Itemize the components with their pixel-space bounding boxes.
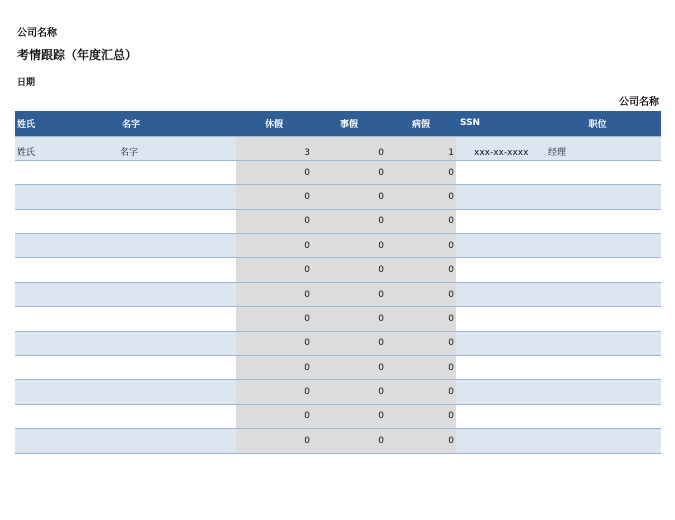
cell-personal-leave[interactable]: 0 — [312, 209, 386, 233]
cell-last-name[interactable] — [15, 234, 120, 258]
cell-first-name[interactable] — [120, 380, 236, 404]
page-title: 考情跟踪（年度汇总） — [17, 48, 138, 62]
table-row — [15, 282, 661, 306]
table-row — [15, 331, 661, 355]
cell-ssn[interactable] — [456, 307, 534, 331]
table-row — [15, 185, 661, 209]
cell-last-name[interactable] — [15, 331, 120, 355]
cell-first-name[interactable] — [120, 258, 236, 282]
cell-title[interactable] — [534, 185, 661, 209]
cell-title[interactable] — [534, 307, 661, 331]
cell-title[interactable]: 经理 — [534, 136, 661, 160]
cell-first-name[interactable] — [120, 429, 236, 453]
cell-first-name[interactable] — [120, 331, 236, 355]
cell-sick-leave[interactable]: 0 — [386, 160, 456, 184]
cell-first-name[interactable] — [120, 404, 236, 428]
cell-personal-leave[interactable]: 0 — [312, 258, 386, 282]
cell-sick-leave[interactable]: 0 — [386, 356, 456, 380]
table-row — [15, 404, 661, 428]
cell-last-name[interactable] — [15, 356, 120, 380]
cell-ssn[interactable] — [456, 282, 534, 306]
cell-vacation[interactable]: 0 — [236, 160, 312, 184]
table-row — [15, 136, 661, 160]
cell-vacation[interactable]: 0 — [236, 282, 312, 306]
cell-personal-leave[interactable]: 0 — [312, 380, 386, 404]
cell-first-name[interactable] — [120, 185, 236, 209]
cell-first-name[interactable] — [120, 209, 236, 233]
table-row — [15, 160, 661, 184]
date-label: 日期 — [17, 78, 36, 88]
cell-ssn[interactable]: xxx-xx-xxxx — [456, 136, 534, 160]
column-header-personal-leave[interactable]: 事假 — [312, 111, 386, 136]
cell-sick-leave[interactable]: 0 — [386, 185, 456, 209]
cell-last-name[interactable] — [15, 429, 120, 453]
table-row — [15, 380, 661, 404]
cell-ssn[interactable] — [456, 380, 534, 404]
cell-personal-leave[interactable]: 0 — [312, 282, 386, 306]
table-row — [15, 356, 661, 380]
cell-first-name[interactable] — [120, 234, 236, 258]
cell-sick-leave[interactable]: 0 — [386, 282, 456, 306]
cell-title[interactable] — [534, 209, 661, 233]
cell-vacation[interactable]: 0 — [236, 307, 312, 331]
cell-vacation[interactable]: 0 — [236, 404, 312, 428]
cell-sick-leave[interactable]: 0 — [386, 331, 456, 355]
cell-sick-leave[interactable]: 0 — [386, 307, 456, 331]
cell-sick-leave[interactable]: 0 — [386, 380, 456, 404]
cell-vacation[interactable]: 0 — [236, 380, 312, 404]
company-name-right: 公司名称 — [619, 97, 659, 108]
cell-title[interactable] — [534, 404, 661, 428]
cell-first-name[interactable] — [120, 307, 236, 331]
cell-ssn[interactable] — [456, 258, 534, 282]
cell-vacation[interactable]: 0 — [236, 331, 312, 355]
cell-vacation[interactable]: 0 — [236, 429, 312, 453]
cell-ssn[interactable] — [456, 356, 534, 380]
cell-title[interactable] — [534, 160, 661, 184]
table-row — [15, 234, 661, 258]
company-name: 公司名称 — [17, 28, 57, 39]
column-header-last-name[interactable]: 姓氏 — [15, 111, 120, 136]
cell-sick-leave[interactable]: 0 — [386, 258, 456, 282]
cell-last-name[interactable] — [15, 160, 120, 184]
cell-title[interactable] — [534, 331, 661, 355]
table-row — [15, 307, 661, 331]
cell-last-name[interactable] — [15, 282, 120, 306]
cell-ssn[interactable] — [456, 404, 534, 428]
cell-last-name[interactable] — [15, 185, 120, 209]
cell-first-name[interactable] — [120, 282, 236, 306]
cell-sick-leave[interactable]: 0 — [386, 404, 456, 428]
cell-personal-leave[interactable]: 0 — [312, 136, 386, 160]
cell-personal-leave[interactable]: 0 — [312, 356, 386, 380]
cell-personal-leave[interactable]: 0 — [312, 404, 386, 428]
cell-last-name[interactable] — [15, 258, 120, 282]
cell-title[interactable] — [534, 380, 661, 404]
cell-first-name[interactable]: 名字 — [120, 136, 236, 160]
cell-personal-leave[interactable]: 0 — [312, 331, 386, 355]
cell-vacation[interactable]: 0 — [236, 234, 312, 258]
cell-ssn[interactable] — [456, 185, 534, 209]
cell-last-name[interactable]: 姓氏 — [15, 136, 120, 160]
cell-first-name[interactable] — [120, 160, 236, 184]
cell-personal-leave[interactable]: 0 — [312, 234, 386, 258]
cell-last-name[interactable] — [15, 307, 120, 331]
table-header-row — [15, 111, 661, 136]
column-header-title[interactable]: 职位 — [534, 111, 661, 136]
cell-last-name[interactable] — [15, 209, 120, 233]
column-header-first-name[interactable]: 名字 — [120, 111, 236, 136]
cell-personal-leave[interactable]: 0 — [312, 307, 386, 331]
cell-title[interactable] — [534, 234, 661, 258]
cell-title[interactable] — [534, 258, 661, 282]
cell-title[interactable] — [534, 282, 661, 306]
table-row — [15, 209, 661, 233]
column-header-ssn[interactable]: SSN — [456, 111, 534, 136]
cell-ssn[interactable] — [456, 160, 534, 184]
cell-personal-leave[interactable]: 0 — [312, 160, 386, 184]
column-header-vacation[interactable]: 休假 — [236, 111, 312, 136]
cell-ssn[interactable] — [456, 429, 534, 453]
cell-vacation[interactable]: 0 — [236, 209, 312, 233]
cell-ssn[interactable] — [456, 209, 534, 233]
cell-ssn[interactable] — [456, 331, 534, 355]
cell-ssn[interactable] — [456, 234, 534, 258]
cell-sick-leave[interactable]: 0 — [386, 234, 456, 258]
cell-personal-leave[interactable]: 0 — [312, 429, 386, 453]
column-header-sick-leave[interactable]: 病假 — [386, 111, 456, 136]
cell-sick-leave[interactable]: 1 — [386, 136, 456, 160]
cell-title[interactable] — [534, 429, 661, 453]
cell-sick-leave[interactable]: 0 — [386, 429, 456, 453]
cell-sick-leave[interactable]: 0 — [386, 209, 456, 233]
cell-title[interactable] — [534, 356, 661, 380]
table-row — [15, 429, 661, 453]
cell-last-name[interactable] — [15, 404, 120, 428]
cell-last-name[interactable] — [15, 380, 120, 404]
cell-vacation[interactable]: 0 — [236, 258, 312, 282]
cell-personal-leave[interactable]: 0 — [312, 185, 386, 209]
cell-vacation[interactable]: 3 — [236, 136, 312, 160]
cell-vacation[interactable]: 0 — [236, 185, 312, 209]
attendance-table — [15, 111, 661, 454]
cell-first-name[interactable] — [120, 356, 236, 380]
table-row — [15, 258, 661, 282]
cell-vacation[interactable]: 0 — [236, 356, 312, 380]
